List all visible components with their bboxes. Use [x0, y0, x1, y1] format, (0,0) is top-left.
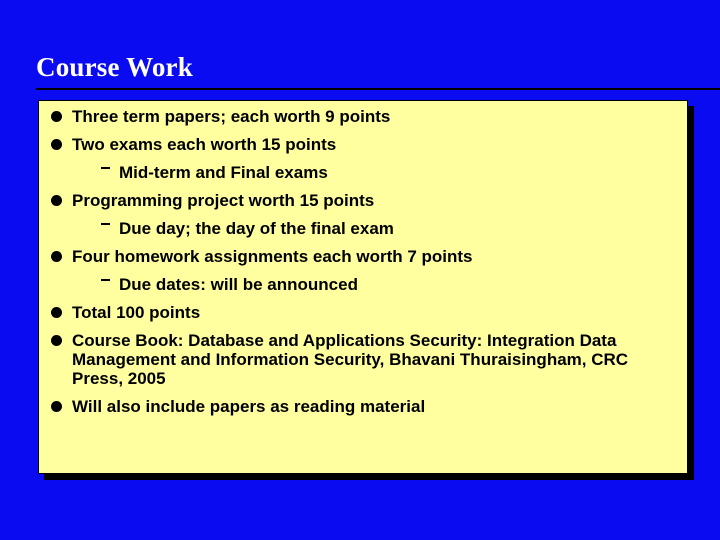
bullet-text: Course Book: Database and Applications Security: Integration Data Management and Information Security, Bhavani Thuraisingham, CRC Press, 2005: [72, 331, 629, 388]
sub-bullet-item: [51, 219, 677, 238]
sub-bullet-text: Due day; the day of the final exam: [119, 219, 394, 238]
bullet-text: Two exams each worth 15 points: [72, 135, 337, 154]
bullet-item: [51, 247, 677, 266]
bullet-dot-icon: [51, 251, 62, 262]
bullet-dot-icon: [51, 195, 62, 206]
bullet-dot-icon: [51, 335, 62, 346]
dash-icon: [101, 167, 110, 169]
bullet-item: [51, 397, 677, 416]
dash-icon: [101, 279, 110, 281]
bullet-item: [51, 107, 677, 126]
bullet-text: Programming project worth 15 points: [72, 191, 375, 210]
bullet-item: [51, 191, 677, 210]
title-underline: [36, 88, 720, 90]
bullet-item: [51, 303, 677, 322]
bullet-text: Three term papers; each worth 9 points: [72, 107, 391, 126]
dash-icon: [101, 223, 110, 225]
bullet-list: [51, 107, 677, 425]
bullet-text: Four homework assignments each worth 7 points: [72, 247, 473, 266]
bullet-text: Will also include papers as reading material: [72, 397, 426, 416]
sub-bullet-item: [51, 163, 677, 182]
bullet-dot-icon: [51, 307, 62, 318]
bullet-dot-icon: [51, 401, 62, 412]
sub-bullet-text: Mid-term and Final exams: [119, 163, 328, 182]
bullet-dot-icon: [51, 111, 62, 122]
bullet-text: Total 100 points: [72, 303, 201, 322]
bullet-item: [51, 135, 677, 154]
slide-title: Course Work: [36, 52, 193, 82]
bullet-item: [51, 331, 677, 388]
bullet-dot-icon: [51, 139, 62, 150]
sub-bullet-item: [51, 275, 677, 294]
sub-bullet-text: Due dates: will be announced: [119, 275, 358, 294]
content-panel: [38, 100, 688, 474]
